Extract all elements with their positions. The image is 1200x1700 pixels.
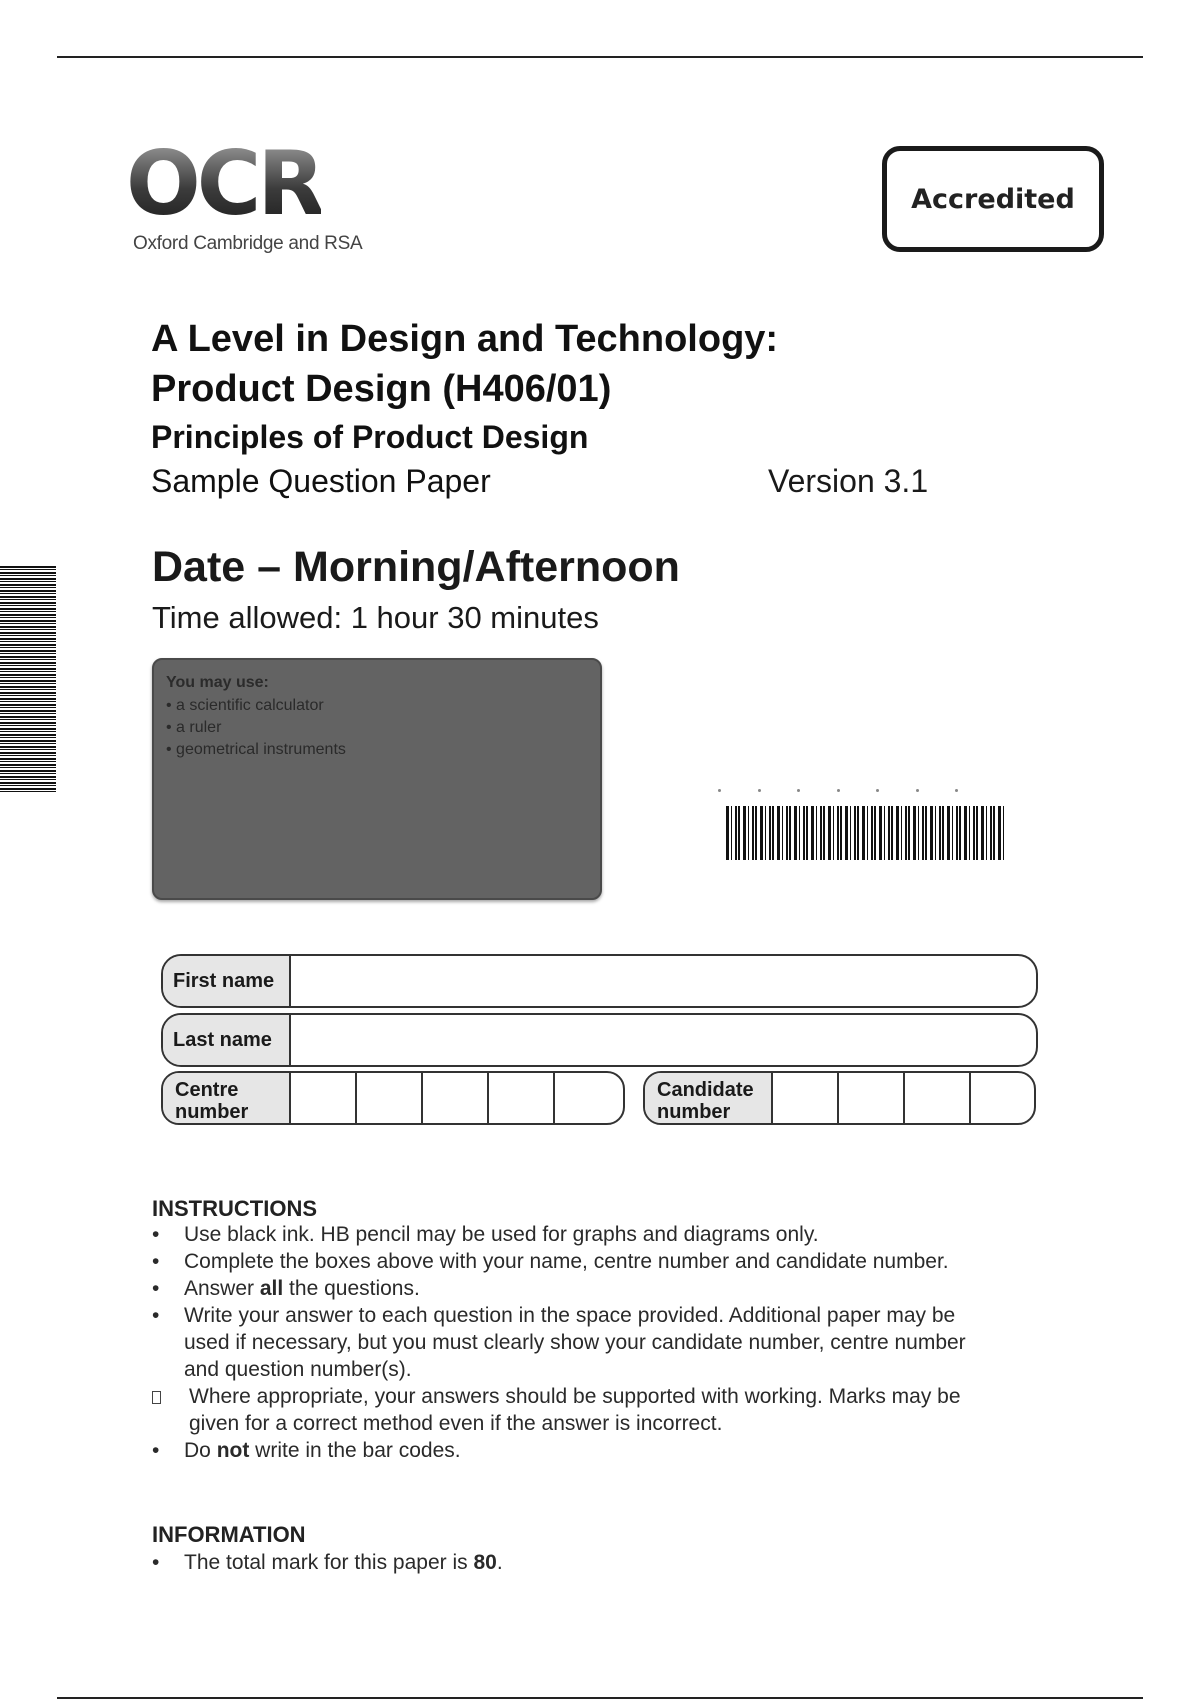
instruction-item: • Write your answer to each question in the space provided. Additional paper may be used if necessary, but you must clearly show your candidate number, centre number and question number(s). (152, 1304, 966, 1381)
first-name-label: First name (163, 956, 291, 1006)
centre-number-row (161, 1071, 625, 1125)
paper-type: Sample Question Paper (151, 463, 491, 499)
last-name-field[interactable] (291, 1015, 1036, 1065)
last-name-label: Last name (163, 1015, 291, 1065)
bottom-rule (57, 1697, 1143, 1699)
equipment-item: • a scientific calculator (166, 695, 588, 717)
instructions-heading: INSTRUCTIONS (152, 1196, 317, 1221)
component-title: Principles of Product Design (151, 419, 589, 455)
last-name-row (161, 1013, 1038, 1067)
equipment-item: • geometrical instruments (166, 739, 588, 761)
instruction-item: • Complete the boxes above with your name, centre number and candidate number. (152, 1250, 949, 1273)
equipment-item: • a ruler (166, 717, 588, 739)
centre-number-digit[interactable] (489, 1073, 555, 1123)
barcode-dots (718, 789, 958, 795)
unit-title: Product Design (H406/01) (151, 368, 612, 410)
top-rule (57, 56, 1143, 58)
candidate-number-row (643, 1071, 1036, 1125)
information-item: • The total mark for this paper is 80. (152, 1551, 503, 1574)
paper-barcode (726, 806, 1004, 860)
qualification-title: A Level in Design and Technology: (151, 318, 779, 360)
centre-number-digit[interactable] (423, 1073, 489, 1123)
information-list (152, 1549, 982, 1576)
instruction-item: • Use black ink. HB pencil may be used for graphs and diagrams only. (152, 1223, 819, 1246)
time-allowed: Time allowed: 1 hour 30 minutes (152, 600, 599, 635)
equipment-list (166, 695, 588, 761)
candidate-number-digit[interactable] (773, 1073, 839, 1123)
instruction-item: • Do not write in the bar codes. (152, 1439, 461, 1462)
you-may-use-heading: You may use: (166, 674, 269, 691)
centre-number-digit[interactable] (555, 1073, 623, 1123)
candidate-number-digit[interactable] (905, 1073, 971, 1123)
centre-number-digit[interactable] (357, 1073, 423, 1123)
candidate-number-label: Candidate number (645, 1073, 773, 1123)
candidate-number-digit[interactable] (971, 1073, 1034, 1123)
instruction-item: • Answer all the questions. (152, 1277, 420, 1300)
centre-number-label: Centre number (163, 1073, 291, 1123)
candidate-number-digit[interactable] (839, 1073, 905, 1123)
centre-number-digit[interactable] (291, 1073, 357, 1123)
information-heading: INFORMATION (152, 1522, 306, 1547)
you-may-use-box (152, 658, 602, 900)
first-name-field[interactable] (291, 956, 1036, 1006)
ocr-logo: OCR (126, 132, 322, 235)
accredited-badge: Accredited (882, 146, 1104, 252)
ocr-logo-subtitle: Oxford Cambridge and RSA (133, 233, 363, 254)
instructions-list (152, 1221, 982, 1464)
first-name-row (161, 954, 1038, 1008)
date-line: Date – Morning/Afternoon (152, 543, 680, 591)
instruction-item: Where appropriate, your answers should be supported with working. Marks may be given for a correct method even if the answer is incorrect. (152, 1383, 982, 1437)
square-bullet-icon (152, 1391, 161, 1404)
version-label: Version 3.1 (768, 463, 929, 499)
side-barcode (0, 566, 56, 792)
